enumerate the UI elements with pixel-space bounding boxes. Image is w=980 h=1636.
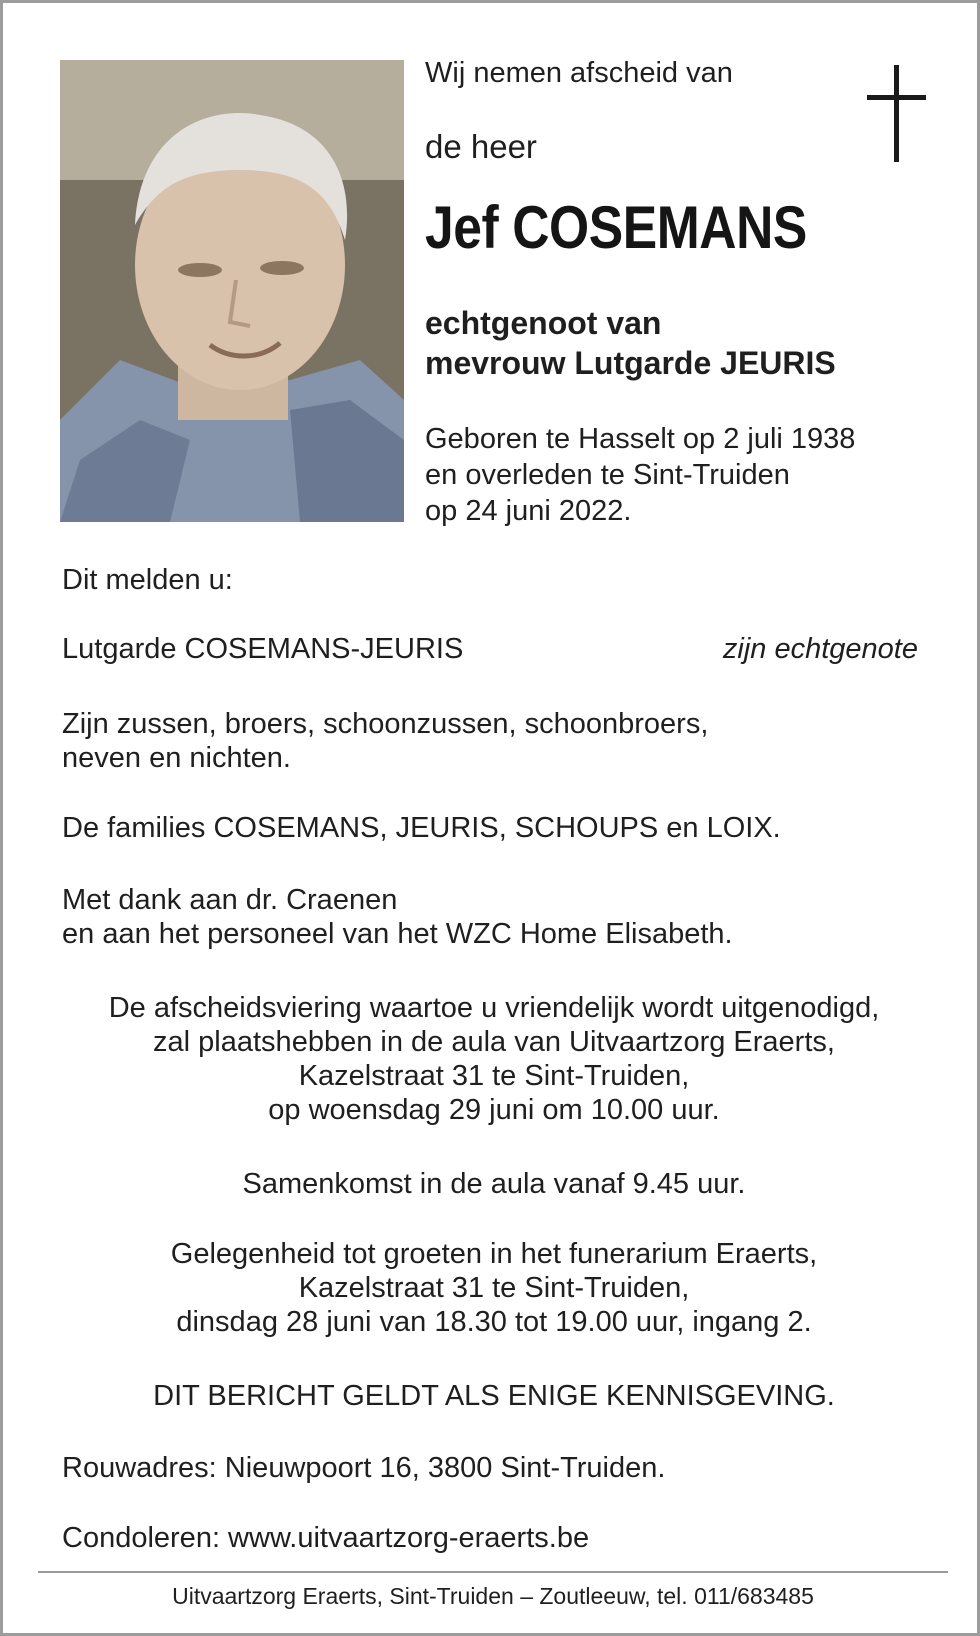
official-notice: DIT BERICHT GELDT ALS ENIGE KENNISGEVING. — [153, 1380, 835, 1412]
spouse-info — [425, 303, 836, 383]
siblings-line: neven en nichten. — [62, 742, 291, 774]
thanks-line: en aan het personeel van het WZC Home Elisabeth. — [62, 918, 733, 950]
families-text: De families COSEMANS, JEURIS, SCHOUPS en LOIX. — [62, 812, 781, 844]
condolence-link[interactable]: Condoleren: www.uitvaartzorg-eraerts.be — [62, 1522, 590, 1554]
mourning-address: Rouwadres: Nieuwpoort 16, 3800 Sint-Truiden. — [62, 1452, 666, 1484]
visitation-text — [62, 1237, 926, 1339]
cross-icon — [867, 65, 927, 163]
portrait-photo — [60, 60, 404, 522]
visitation-line: dinsdag 28 juni van 18.30 tot 19.00 uur, ingang 2. — [176, 1306, 812, 1338]
ceremony-line: zal plaatshebben in de aula van Uitvaartzorg Eraerts, — [153, 1026, 835, 1058]
ceremony-line: op woensdag 29 juni om 10.00 uur. — [268, 1094, 720, 1126]
footer-divider — [38, 1571, 948, 1573]
spouse-line: echtgenoot van — [425, 305, 662, 341]
mourner-row — [62, 633, 918, 666]
visitation-line: Gelegenheid tot groeten in het funerarium Eraerts, — [170, 1238, 818, 1270]
ceremony-line: De afscheidsviering waartoe u vriendelijk wordt uitgenodigd, — [108, 992, 880, 1024]
dates-line: op 24 juni 2022. — [425, 495, 632, 527]
siblings-text — [62, 707, 708, 775]
life-dates — [425, 421, 855, 529]
deceased-name: Jef COSEMANS — [425, 194, 807, 261]
gathering-text: Samenkomst in de aula vanaf 9.45 uur. — [242, 1168, 746, 1200]
mourner-relation: zijn echtgenote — [722, 633, 918, 665]
footer-text: Uitvaartzorg Eraerts, Sint-Truiden – Zoutleeuw, tel. 011/683485 — [172, 1583, 814, 1609]
dates-line: Geboren te Hasselt op 2 juli 1938 — [425, 423, 856, 455]
ceremony-line: Kazelstraat 31 te Sint-Truiden, — [298, 1060, 690, 1092]
mourner-name: Lutgarde COSEMANS-JEURIS — [62, 633, 464, 665]
thanks-line: Met dank aan dr. Craenen — [62, 884, 398, 916]
spouse-line: mevrouw Lutgarde JEURIS — [425, 345, 836, 381]
dates-line: en overleden te Sint-Truiden — [425, 459, 790, 491]
visitation-line: Kazelstraat 31 te Sint-Truiden, — [298, 1272, 690, 1304]
ceremony-text — [62, 991, 926, 1127]
honorific-title: de heer — [425, 128, 537, 165]
thanks-text — [62, 883, 733, 951]
announce-text: Dit melden u: — [62, 564, 233, 596]
intro-text: Wij nemen afscheid van — [425, 57, 733, 89]
siblings-line: Zijn zussen, broers, schoonzussen, schoonbroers, — [62, 708, 709, 740]
